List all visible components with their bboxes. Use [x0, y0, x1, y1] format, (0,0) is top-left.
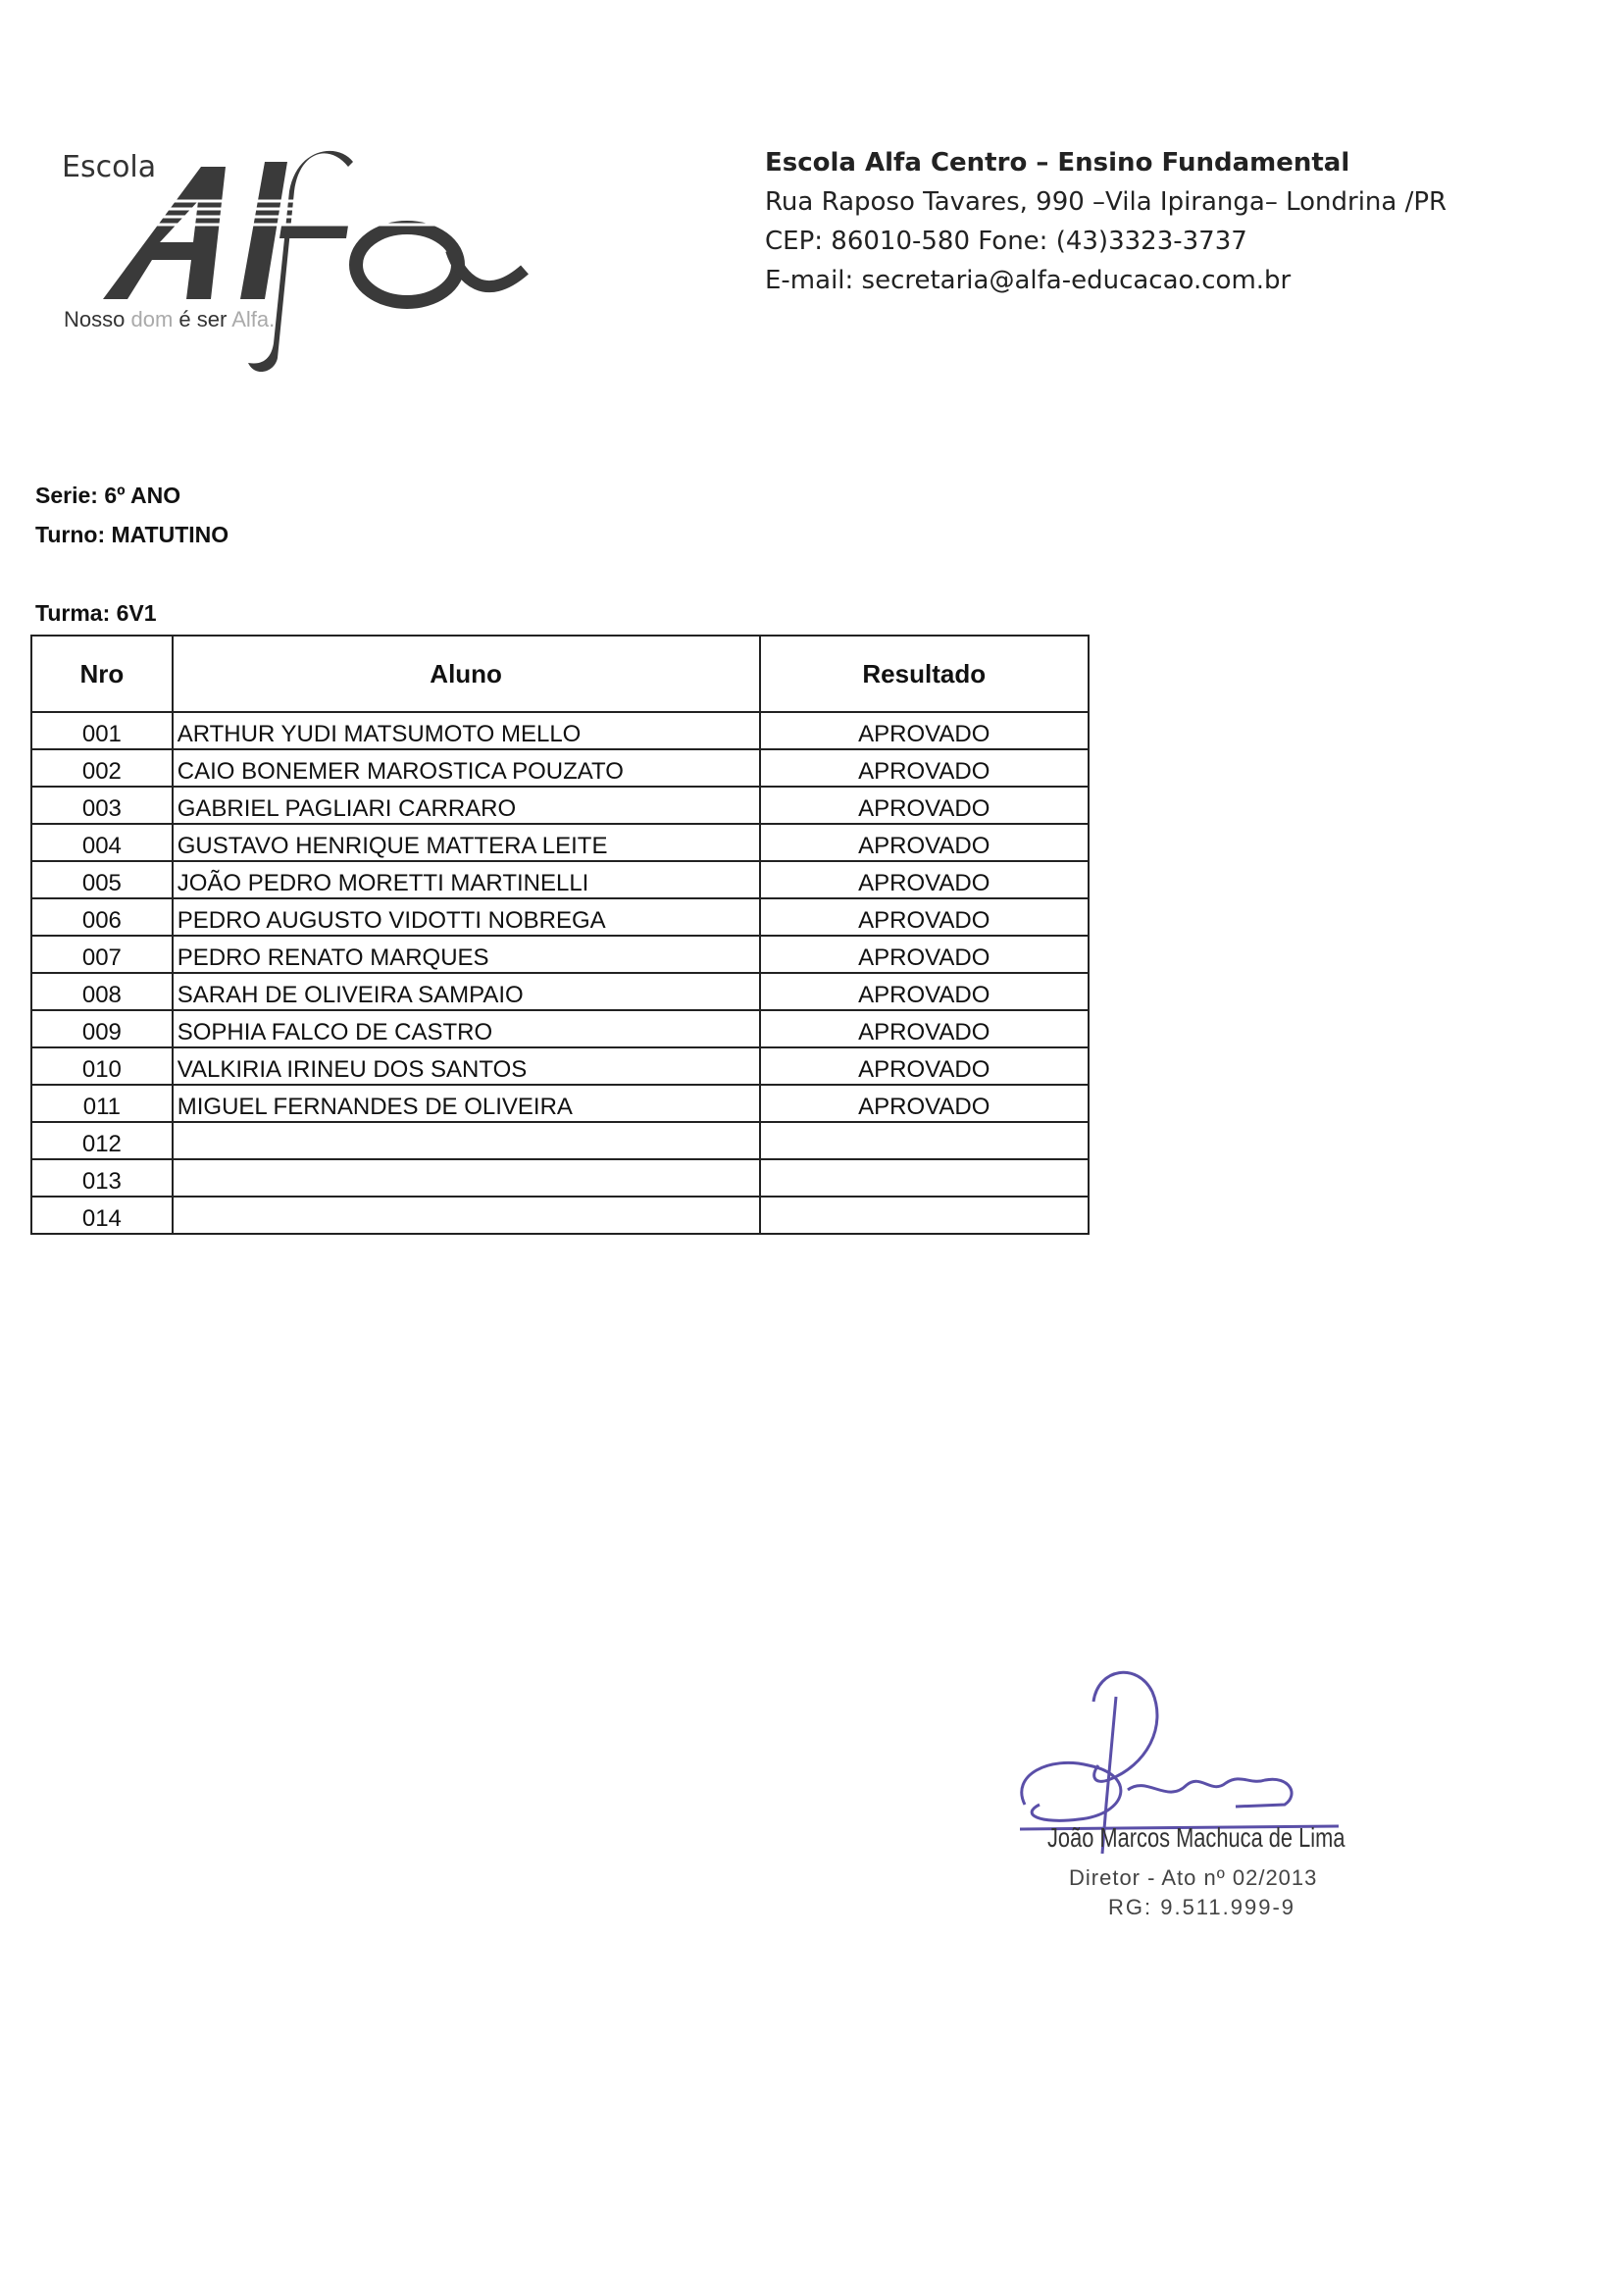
- school-address: Rua Raposo Tavares, 990 –Vila Ipiranga– Londrina /PR: [765, 187, 1447, 217]
- row-aluno: [173, 1159, 760, 1197]
- row-aluno: JOÃO PEDRO MORETTI MARTINELLI: [173, 861, 760, 898]
- logo-escola-text: Escola: [62, 150, 157, 184]
- row-aluno: PEDRO AUGUSTO VIDOTTI NOBREGA: [173, 898, 760, 936]
- director-role: Diretor - Ato nº 02/2013: [1069, 1865, 1318, 1890]
- director-rg: RG: 9.511.999-9: [1108, 1895, 1296, 1919]
- row-aluno: VALKIRIA IRINEU DOS SANTOS: [173, 1047, 760, 1085]
- row-nro: 009: [31, 1010, 173, 1047]
- row-resultado: APROVADO: [760, 973, 1089, 1010]
- row-nro: 005: [31, 861, 173, 898]
- table-row: [31, 936, 1089, 973]
- row-resultado: [760, 1159, 1089, 1197]
- row-nro: 010: [31, 1047, 173, 1085]
- serie-label: Serie: 6º ANO: [35, 483, 181, 508]
- table-row: [31, 861, 1089, 898]
- table-row: [31, 1085, 1089, 1122]
- row-nro: 007: [31, 936, 173, 973]
- table-row: [31, 787, 1089, 824]
- row-aluno: GABRIEL PAGLIARI CARRARO: [173, 787, 760, 824]
- header-nro: Nro: [31, 636, 173, 712]
- turma-label: Turma: 6V1: [35, 600, 157, 626]
- table-row: [31, 973, 1089, 1010]
- header-resultado: Resultado: [760, 636, 1089, 712]
- table-row: [31, 1122, 1089, 1159]
- row-resultado: [760, 1122, 1089, 1159]
- table-row: [31, 1197, 1089, 1234]
- school-email: E-mail: secretaria@alfa-educacao.com.br: [765, 266, 1292, 295]
- row-nro: 013: [31, 1159, 173, 1197]
- row-resultado: APROVADO: [760, 712, 1089, 749]
- school-cep-phone: CEP: 86010-580 Fone: (43)3323-3737: [765, 227, 1247, 256]
- tagline-part: Nosso: [64, 307, 131, 331]
- row-aluno: PEDRO RENATO MARQUES: [173, 936, 760, 973]
- row-aluno: [173, 1122, 760, 1159]
- row-aluno: ARTHUR YUDI MATSUMOTO MELLO: [173, 712, 760, 749]
- row-nro: 011: [31, 1085, 173, 1122]
- row-aluno: MIGUEL FERNANDES DE OLIVEIRA: [173, 1085, 760, 1122]
- table-row: [31, 712, 1089, 749]
- director-name: João Marcos Machuca de Lima: [1047, 1822, 1345, 1853]
- row-resultado: APROVADO: [760, 749, 1089, 787]
- row-resultado: APROVADO: [760, 1085, 1089, 1122]
- row-aluno: [173, 1197, 760, 1234]
- row-nro: 002: [31, 749, 173, 787]
- logo-tagline: [64, 307, 275, 332]
- table-row: [31, 749, 1089, 787]
- tagline-part: é ser: [173, 307, 232, 331]
- director-signature-block: [1000, 1657, 1393, 1932]
- table-row: [31, 1010, 1089, 1047]
- row-resultado: APROVADO: [760, 1010, 1089, 1047]
- row-nro: 014: [31, 1197, 173, 1234]
- row-aluno: GUSTAVO HENRIQUE MATTERA LEITE: [173, 824, 760, 861]
- table-header-row: [31, 636, 1089, 712]
- header-aluno: Aluno: [173, 636, 760, 712]
- row-nro: 008: [31, 973, 173, 1010]
- row-resultado: APROVADO: [760, 898, 1089, 936]
- table-body: [31, 712, 1089, 1234]
- row-resultado: APROVADO: [760, 936, 1089, 973]
- row-nro: 006: [31, 898, 173, 936]
- row-nro: 004: [31, 824, 173, 861]
- school-logo: [54, 132, 564, 378]
- school-name: Escola Alfa Centro – Ensino Fundamental: [765, 148, 1350, 178]
- row-aluno: CAIO BONEMER MAROSTICA POUZATO: [173, 749, 760, 787]
- table-row: [31, 824, 1089, 861]
- table-row: [31, 1159, 1089, 1197]
- turno-label: Turno: MATUTINO: [35, 522, 229, 547]
- tagline-part: dom: [130, 307, 174, 331]
- table-row: [31, 1047, 1089, 1085]
- table-row: [31, 898, 1089, 936]
- school-header: [765, 143, 1446, 300]
- row-nro: 001: [31, 712, 173, 749]
- row-resultado: APROVADO: [760, 1047, 1089, 1085]
- row-resultado: APROVADO: [760, 861, 1089, 898]
- tagline-part: Alfa.: [231, 307, 276, 331]
- row-resultado: [760, 1197, 1089, 1234]
- row-nro: 012: [31, 1122, 173, 1159]
- row-aluno: SOPHIA FALCO DE CASTRO: [173, 1010, 760, 1047]
- results-table: [30, 635, 1090, 1235]
- row-resultado: APROVADO: [760, 787, 1089, 824]
- row-resultado: APROVADO: [760, 824, 1089, 861]
- row-nro: 003: [31, 787, 173, 824]
- row-aluno: SARAH DE OLIVEIRA SAMPAIO: [173, 973, 760, 1010]
